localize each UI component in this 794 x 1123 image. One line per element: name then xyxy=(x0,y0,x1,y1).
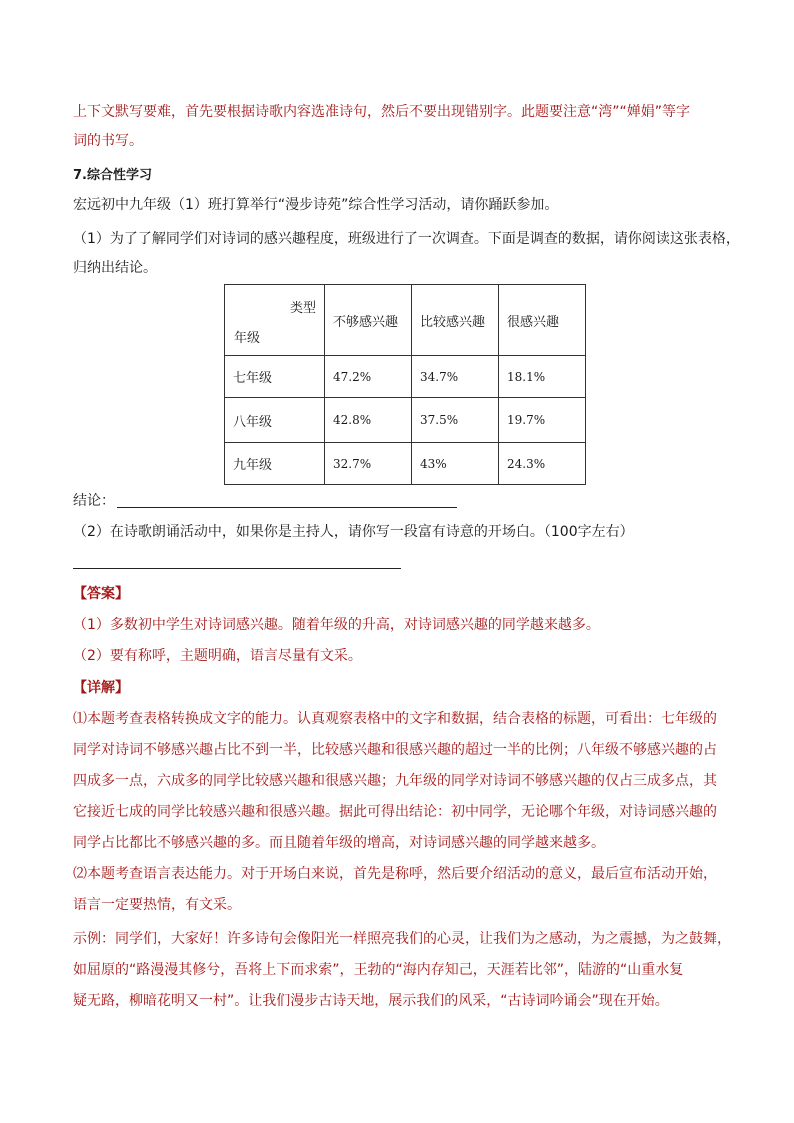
question-title: 7.综合性学习 xyxy=(73,168,152,183)
detail-line: 它接近七成的同学比较感兴趣和很感兴趣。据此可得出结论：初中同学，无论哪个年级，对诗词感兴趣的 xyxy=(73,804,717,820)
detail-line: ⑵本题考查语言表达能力。对于开场白来说，首先是称呼，然后要介绍活动的意义，最后宣布活动开始， xyxy=(73,866,717,882)
detail-label: 【详解】 xyxy=(73,680,129,696)
part1-prompt-line-1: （1）为了了解同学们对诗词的感兴趣程度，班级进行了一次调查。下面是调查的数据，请你阅读这张表格， xyxy=(73,231,740,247)
value-cell: 43% xyxy=(412,443,499,485)
detail-line: 四成多一点，六成多的同学比较感兴趣和很感兴趣；九年级的同学对诗词不够感兴趣的仅占三成多点，其 xyxy=(73,773,717,789)
value-cell: 24.3% xyxy=(499,443,586,485)
conclusion-blank-line xyxy=(117,507,457,508)
detail-line: ⑴本题考查表格转换成文字的能力。认真观察表格中的文字和数据，结合表格的标题，可看出：七年级的 xyxy=(73,711,717,727)
value-cell: 19.7% xyxy=(499,398,586,443)
answer-1: （1）多数初中学生对诗词感兴趣。随着年级的升高，对诗词感兴趣的同学越来越多。 xyxy=(73,617,600,633)
part2-prompt: （2）在诗歌朗诵活动中，如果你是主持人，请你写一段富有诗意的开场白。（100字左右） xyxy=(73,524,634,540)
table-row xyxy=(225,398,586,443)
example-line: 疑无路，柳暗花明又一村”。让我们漫步古诗天地，展示我们的风采，“古诗词吟诵会”现在开始。 xyxy=(73,993,669,1009)
detail-line: 同学对诗词不够感兴趣占比不到一半，比较感兴趣和很感兴趣的超过一半的比例；八年级不够感兴趣的占 xyxy=(73,742,717,758)
conclusion-label: 结论： xyxy=(73,493,115,509)
value-cell: 34.7% xyxy=(412,356,499,398)
detail-line: 语言一定要热情，有文采。 xyxy=(73,897,241,913)
grade-cell: 八年级 xyxy=(225,398,325,443)
question-intro: 宏远初中九年级（1）班打算举行“漫步诗苑”综合性学习活动，请你踊跃参加。 xyxy=(73,197,559,213)
value-cell: 18.1% xyxy=(499,356,586,398)
corner-grade-label: 年级 xyxy=(234,331,261,346)
answer-blank-line xyxy=(73,568,401,569)
column-header: 很感兴趣 xyxy=(499,285,586,356)
table-header-row xyxy=(225,285,586,356)
grade-cell: 九年级 xyxy=(225,443,325,485)
detail-line: 同学占比都比不够感兴趣的多。而且随着年级的增高，对诗词感兴趣的同学越来越多。 xyxy=(73,835,605,851)
value-cell: 37.5% xyxy=(412,398,499,443)
survey-table xyxy=(224,284,586,485)
value-cell: 32.7% xyxy=(325,443,412,485)
answer-2: （2）要有称呼，主题明确，语言尽量有文采。 xyxy=(73,648,362,664)
corner-type-label: 类型 xyxy=(289,301,316,316)
answer-label: 【答案】 xyxy=(73,586,129,602)
continued-text-line-1: 上下文默写要难，首先要根据诗歌内容选准诗句，然后不要出现错别字。此题要注意“湾”“婵娟”等字 xyxy=(73,104,691,120)
grade-cell: 七年级 xyxy=(225,356,325,398)
part1-prompt-line-2: 归纳出结论。 xyxy=(73,260,157,276)
column-header: 比较感兴趣 xyxy=(412,285,499,356)
example-line: 如屈原的“路漫漫其修兮，吾将上下而求索”，王勃的“海内存知己，天涯若比邻”，陆游的“山重水复 xyxy=(73,962,684,978)
value-cell: 42.8% xyxy=(325,398,412,443)
table-row xyxy=(225,356,586,398)
column-header: 不够感兴趣 xyxy=(325,285,412,356)
example-line: 示例：同学们，大家好！许多诗句会像阳光一样照亮我们的心灵，让我们为之感动，为之震撼，为之鼓舞， xyxy=(73,931,731,947)
table-row xyxy=(225,443,586,485)
continued-text-line-2: 词的书写。 xyxy=(73,133,143,149)
value-cell: 47.2% xyxy=(325,356,412,398)
table-corner-cell xyxy=(225,285,325,356)
